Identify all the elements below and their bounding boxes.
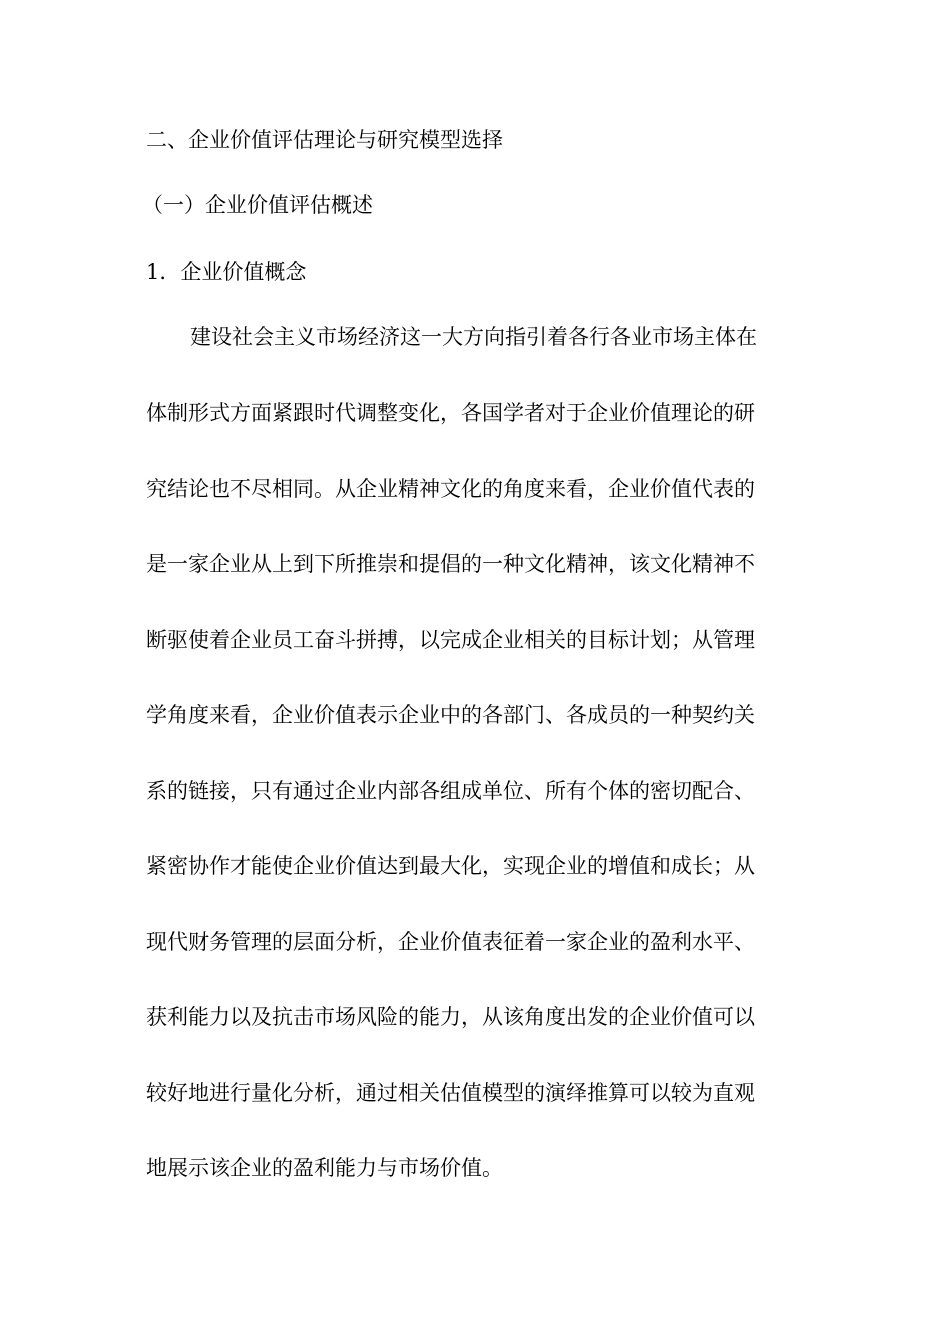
paragraph-line: 紧密协作才能使企业价值达到最大化，实现企业的增值和成长；从 [146, 854, 755, 878]
paragraph-line: 地展示该企业的盈利能力与市场价值。 [146, 1156, 503, 1180]
paragraph-line: 究结论也不尽相同。从企业精神文化的角度来看，企业价值代表的 [146, 477, 755, 501]
subsection-heading: （一）企业价值评估概述 [142, 193, 373, 217]
paragraph-line: 建设社会主义市场经济这一大方向指引着各行各业市场主体在 [190, 325, 757, 349]
paragraph-line: 体制形式方面紧跟时代调整变化，各国学者对于企业价值理论的研 [146, 401, 755, 425]
paragraph-line: 是一家企业从上到下所推崇和提倡的一种文化精神，该文化精神不 [146, 552, 755, 576]
paragraph-line: 现代财务管理的层面分析，企业价值表征着一家企业的盈利水平、 [146, 930, 755, 954]
section-heading: 二、企业价值评估理论与研究模型选择 [146, 128, 503, 152]
paragraph-line: 断驱使着企业员工奋斗拼搏，以完成企业相关的目标计划；从管理 [146, 628, 755, 652]
paragraph-line: 较好地进行量化分析，通过相关估值模型的演绎推算可以较为直观 [146, 1081, 755, 1105]
paragraph-line: 学角度来看，企业价值表示企业中的各部门、各成员的一种契约关 [146, 703, 755, 727]
paragraph-line: 获利能力以及抗击市场风险的能力，从该角度出发的企业价值可以 [146, 1005, 755, 1029]
paragraph-line: 系的链接，只有通过企业内部各组成单位、所有个体的密切配合、 [146, 779, 755, 803]
item-heading: 1．企业价值概念 [146, 260, 307, 284]
